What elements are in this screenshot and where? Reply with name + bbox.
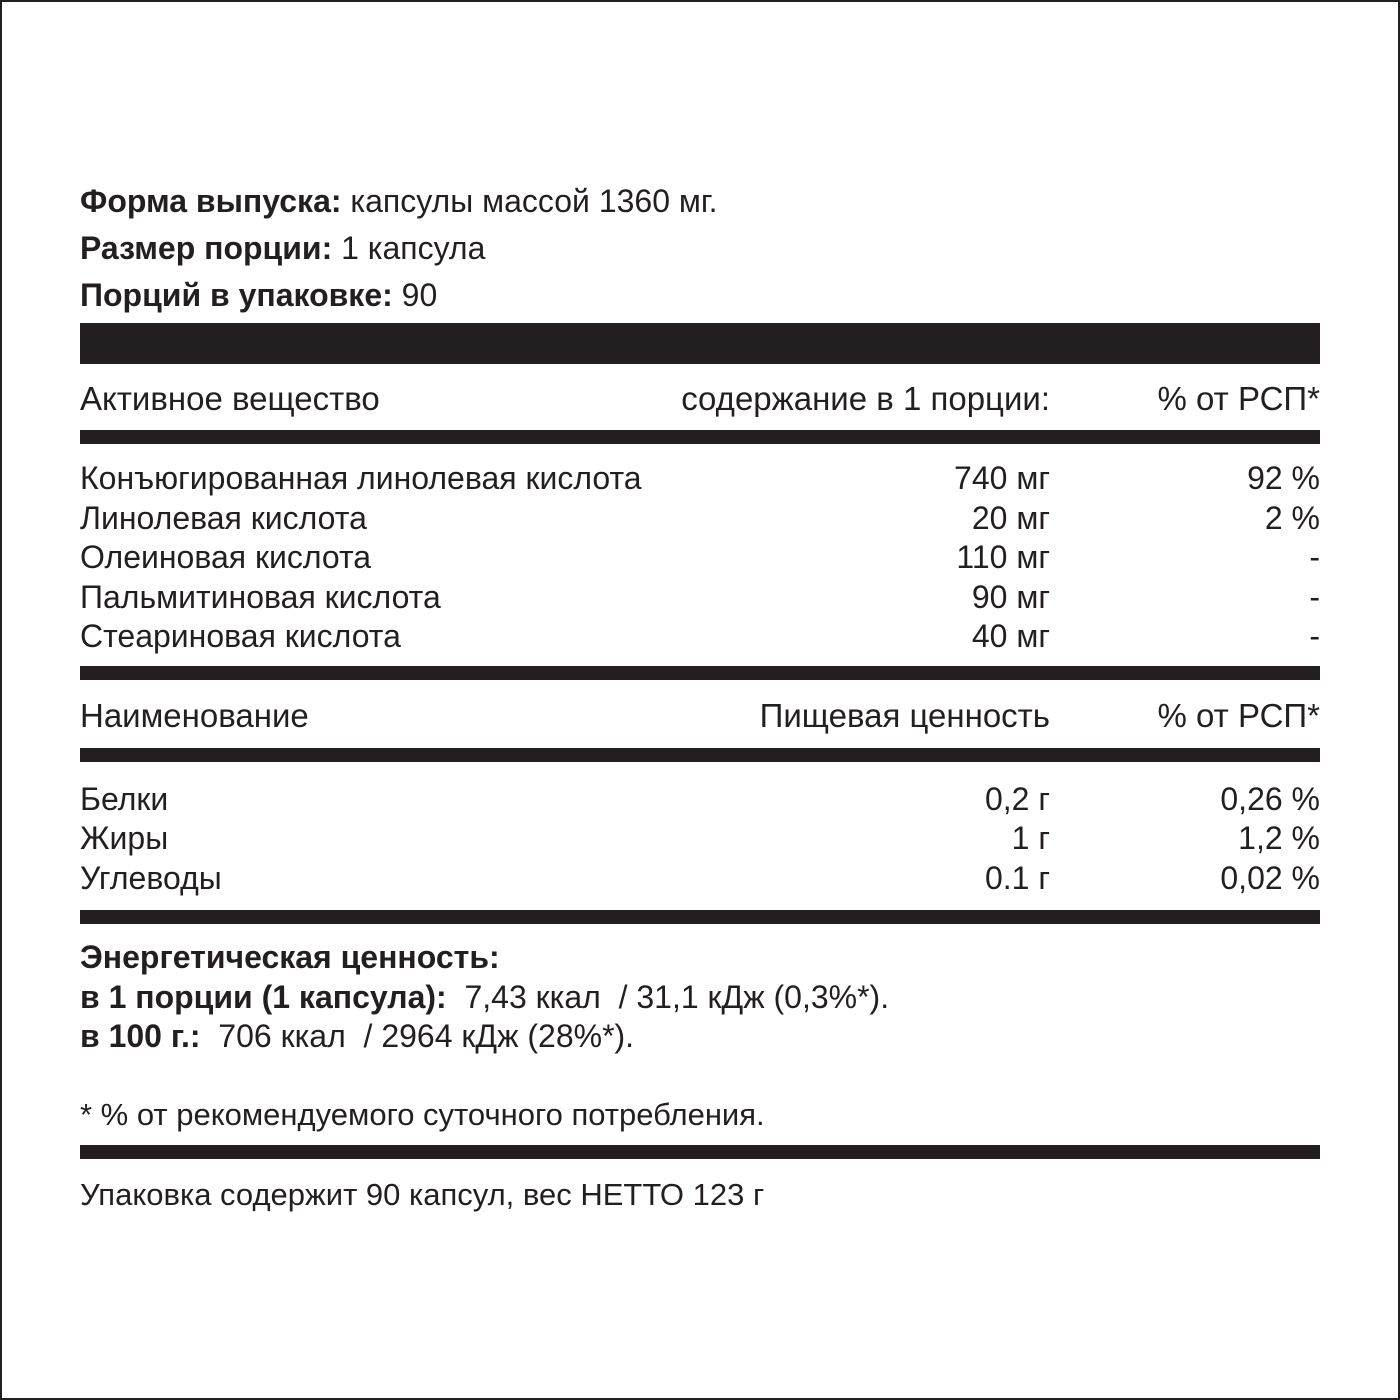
table-row: [80, 616, 1320, 656]
substance-pct: 2 %: [1264, 500, 1320, 536]
substance-name: Конъюгированная линолевая кислота: [80, 460, 642, 496]
table-row: [80, 779, 1320, 819]
energy-title: [80, 937, 500, 977]
substance-amount: 740 мг: [954, 460, 1050, 496]
divider: [80, 910, 1320, 924]
energy-per-serving-line: [80, 977, 889, 1017]
divider: [80, 430, 1320, 444]
table-row: [80, 458, 1320, 498]
table-row: [80, 858, 1320, 898]
divider: [80, 1145, 1320, 1159]
substance-pct: -: [1309, 618, 1320, 654]
active-table-header: [80, 379, 1320, 419]
header-rsp-percent: % от РСП*: [1157, 380, 1320, 417]
header-rsp-percent: % от РСП*: [1157, 697, 1320, 734]
substance-pct: -: [1309, 539, 1320, 575]
servings-per-pack-value: 90: [392, 277, 438, 313]
header-name: Наименование: [80, 697, 309, 734]
nutrient-name: Углеводы: [80, 860, 222, 896]
nutrient-amount: 1 г: [1011, 820, 1050, 856]
thick-divider: [80, 323, 1320, 364]
serving-size-value: 1 капсула: [332, 230, 486, 266]
substance-pct: 92 %: [1247, 460, 1320, 496]
nutrient-amount: 0,2 г: [984, 781, 1050, 817]
footnote: * % от рекомендуемого суточного потребления.: [80, 1097, 765, 1132]
energy-per-serving-label: в 1 порции (1 капсула):: [80, 979, 447, 1015]
divider: [80, 666, 1320, 680]
substance-name: Линолевая кислота: [80, 500, 367, 536]
energy-per-serving-value: 7,43 ккал / 31,1 кДж (0,3%*).: [446, 979, 890, 1015]
table-row: [80, 498, 1320, 538]
nutrient-name: Жиры: [80, 820, 169, 856]
header-active-substance: Активное вещество: [80, 380, 380, 417]
substance-amount: 40 мг: [971, 618, 1050, 654]
table-row: [80, 577, 1320, 617]
nutrient-pct: 0,02 %: [1220, 860, 1320, 896]
substance-name: Стеариновая кислота: [80, 618, 401, 654]
energy-per-100g-label: в 100 г.:: [80, 1018, 201, 1054]
release-form-line: [80, 182, 718, 220]
substance-amount: 90 мг: [971, 579, 1050, 615]
servings-per-pack-label: Порций в упаковке:: [80, 277, 393, 313]
substance-pct: -: [1309, 579, 1320, 615]
nutrient-pct: 0,26 %: [1220, 781, 1320, 817]
substance-name: Пальмитиновая кислота: [80, 579, 441, 615]
serving-size-label: Размер порции:: [80, 230, 333, 266]
table-row: [80, 537, 1320, 577]
energy-per-100g-line: [80, 1016, 634, 1056]
energy-per-100g-value: 706 ккал / 2964 кДж (28%*).: [200, 1018, 635, 1054]
nutrient-name: Белки: [80, 781, 169, 817]
header-content-per-serving: содержание в 1 порции:: [681, 380, 1050, 417]
release-form-label: Форма выпуска:: [80, 183, 342, 219]
package-note: Упаковка содержит 90 капсул, вес НЕТТО 123 г: [80, 1177, 765, 1212]
serving-size-line: [80, 229, 485, 267]
nutrient-pct: 1,2 %: [1238, 820, 1320, 856]
header-nutrition-value: Пищевая ценность: [759, 697, 1050, 734]
nutrition-table-header: [80, 696, 1320, 736]
substance-amount: 110 мг: [956, 539, 1050, 575]
table-row: [80, 818, 1320, 858]
nutrient-amount: 0.1 г: [984, 860, 1050, 896]
substance-amount: 20 мг: [971, 500, 1050, 536]
divider: [80, 748, 1320, 762]
energy-title-text: Энергетическая ценность:: [80, 939, 500, 975]
servings-per-pack-line: [80, 276, 437, 314]
release-form-value: капсулы массой 1360 мг.: [341, 183, 718, 219]
substance-name: Олеиновая кислота: [80, 539, 372, 575]
